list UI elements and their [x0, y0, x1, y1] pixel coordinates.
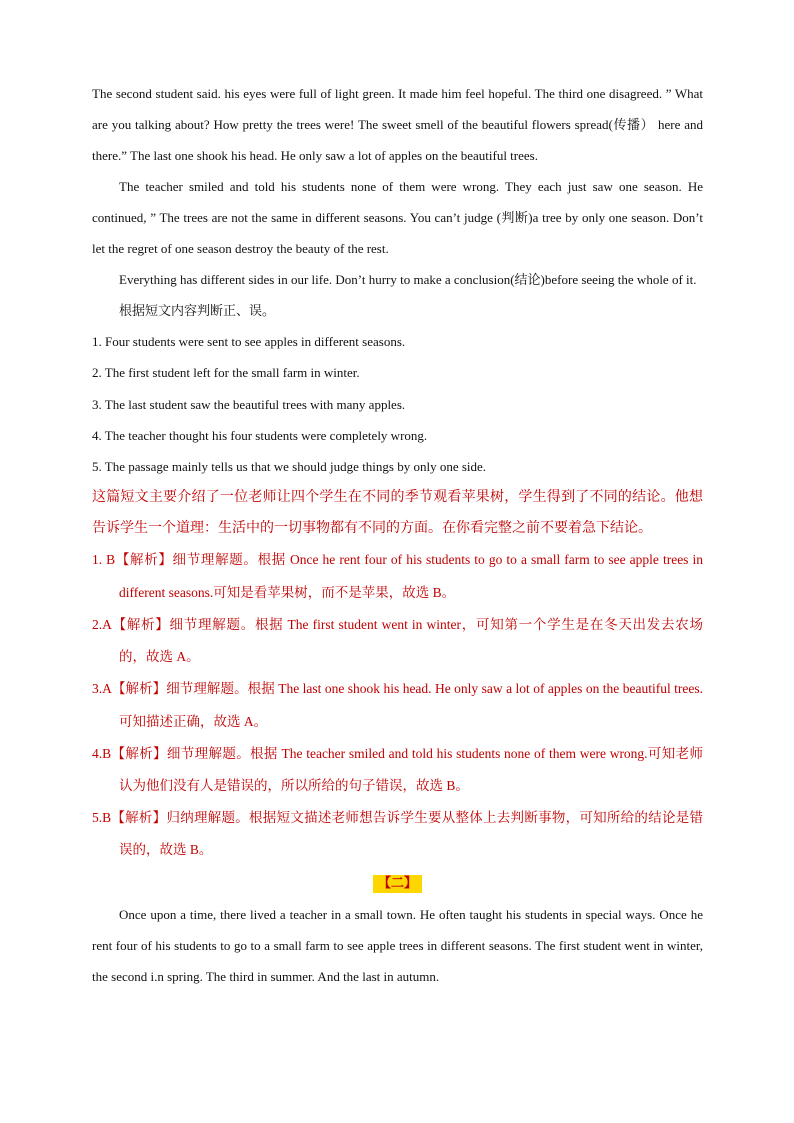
passage-paragraph-1: The second student said. his eyes were full of light green. It made him feel hopeful. The third one disagreed. ” What are you talking about? How pretty the trees were! The sweet smell of the beautiful flowers spread(传播） here and there.” The last one shook his head. He only saw a lot of apples on the beautiful trees.	[92, 86, 703, 163]
answer-5: 5.B【解析】归纳理解题。根据短文描述老师想告诉学生要从整体上去判断事物，可知所给的结论是错误的，故选 B。	[92, 810, 703, 858]
question-5: 5. The passage mainly tells us that we should judge things by only one side.	[92, 459, 487, 475]
story-paragraph: Once upon a time, there lived a teacher in a small town. He often taught his students in special ways. Once he rent four of his students to go to a small farm to see apple trees in different seasons. The first student went in winter, the second i.n spring. The third in summer. And the last in autumn.	[92, 906, 703, 985]
answer-3: 3.A【解析】细节理解题。根据 The last one shook his head. He only saw a lot of apples on the beautiful trees.可知描述正确，故选 A。	[92, 681, 703, 729]
answer-1: 1. B【解析】细节理解题。根据 Once he rent four of his students to go to a small farm to see apple trees in different seasons.可知是看苹果树，而不是苹果，故选 B。	[92, 552, 703, 600]
summary: 这篇短文主要介绍了一位老师让四个学生在不同的季节观看苹果树，学生得到了不同的结论。他想告诉学生一个道理：生活中的一切事物都有不同的方面。在你看完整之前不要着急下结论。	[92, 490, 703, 537]
passage-paragraph-3: Everything has different sides in our life. Don’t hurry to make a conclusion(结论)before seeing the whole of it.	[119, 272, 697, 287]
question-3: 3. The last student saw the beautiful trees with many apples.	[92, 396, 406, 412]
document-page	[92, 78, 703, 992]
question-1: 1. Four students were sent to see apples in different seasons.	[92, 334, 406, 349]
section-heading: 【二】	[373, 875, 422, 893]
section-heading-row	[92, 867, 703, 899]
answer-4: 4.B【解析】细节理解题。根据 The teacher smiled and told his students none of them were wrong.可知老师认为他们没有人是错误的，所以所给的句子错误，故选 B。	[92, 745, 703, 793]
passage-paragraph-2: The teacher smiled and told his students none of them were wrong. They each just saw one season. He continued, ” The trees are not the same in different seasons. You can’t judge (判断)a tree by only one season. Don’t let the regret of one season destroy the beauty of the rest.	[92, 179, 703, 256]
question-2: 2. The first student left for the small farm in winter.	[92, 365, 360, 381]
instruction: 根据短文内容判断正、误。	[119, 303, 276, 318]
question-4: 4. The teacher thought his four students were completely wrong.	[92, 427, 428, 443]
answer-2: 2.A【解析】细节理解题。根据 The first student went in winter，可知第一个学生是在冬天出发去农场的，故选 A。	[92, 616, 703, 665]
